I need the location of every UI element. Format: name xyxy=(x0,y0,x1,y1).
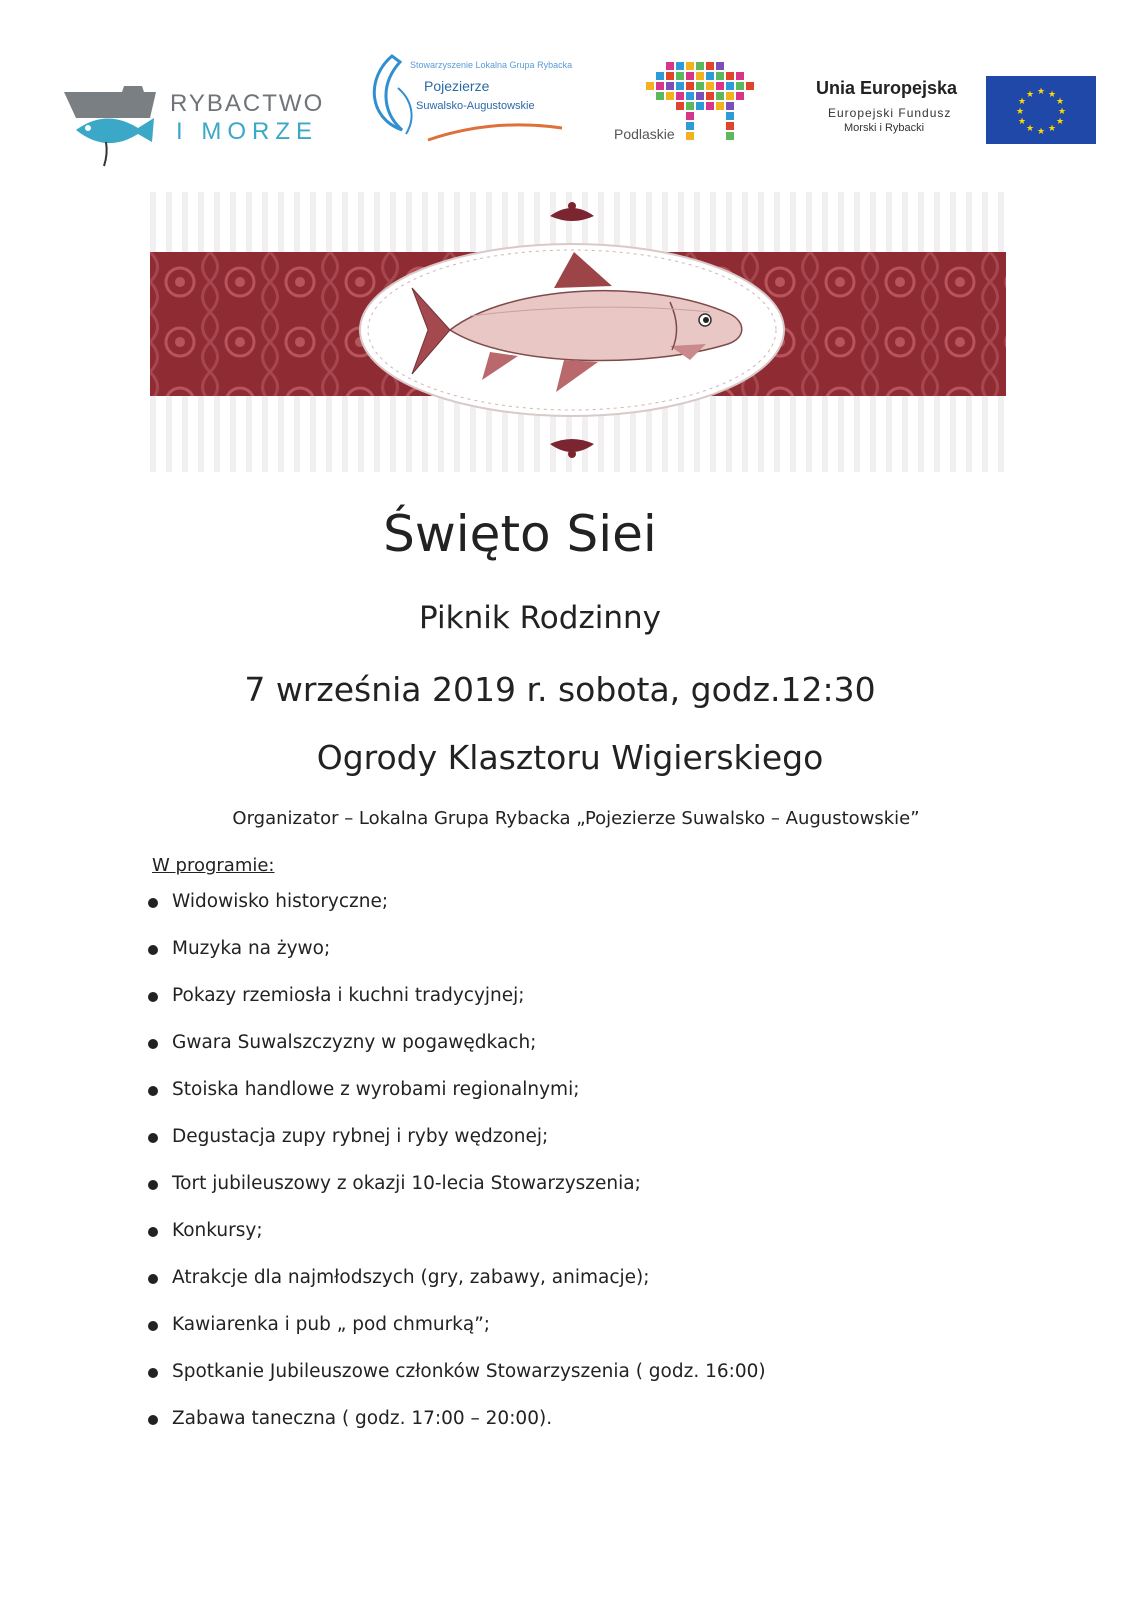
list-item xyxy=(148,1029,766,1076)
list-item xyxy=(148,1217,766,1264)
list-item xyxy=(148,1358,766,1405)
bullet-icon xyxy=(148,945,158,955)
svg-text:★: ★ xyxy=(1017,117,1027,127)
svg-text:★: ★ xyxy=(1055,97,1065,107)
eu-fund-line1: Europejski Fundusz xyxy=(828,106,952,120)
lgr-region: Suwalsko-Augustowskie xyxy=(416,100,535,112)
program-item-text: Gwara Suwalszczyzny w pogawędkach; xyxy=(172,1032,537,1053)
bullet-icon xyxy=(148,1180,158,1190)
lgr-name: Pojezierze xyxy=(424,78,490,94)
list-item xyxy=(148,888,766,935)
rybactwo-line2: I MORZE xyxy=(176,118,318,145)
bullet-icon xyxy=(148,992,158,1002)
eu-flag-icon xyxy=(986,76,1096,144)
podlaskie-label: Podlaskie xyxy=(614,126,675,142)
event-place: Ogrody Klasztoru Wigierskiego xyxy=(316,738,824,777)
list-item xyxy=(148,1311,766,1358)
rybactwo-wordmark xyxy=(170,90,324,146)
program-item-text: Pokazy rzemiosła i kuchni tradycyjnej; xyxy=(172,985,525,1006)
eu-title: Unia Europejska xyxy=(816,78,958,98)
bullet-icon xyxy=(148,1133,158,1143)
program-item-text: Spotkanie Jubileuszowe członków Stowarzyszenia ( godz. 16:00) xyxy=(172,1361,766,1382)
program-item-text: Konkursy; xyxy=(172,1220,263,1241)
program-heading: W programie: xyxy=(152,855,275,876)
list-item xyxy=(148,1405,766,1452)
rybactwo-i-morze-logo xyxy=(62,80,342,180)
svg-text:★: ★ xyxy=(1015,107,1025,117)
rybactwo-line1: RYBACTWO xyxy=(170,90,325,117)
program-item-text: Degustacja zupy rybnej i ryby wędzonej; xyxy=(172,1126,549,1147)
program-item-text: Widowisko historyczne; xyxy=(172,891,389,912)
svg-text:★: ★ xyxy=(1055,117,1065,127)
event-date: 7 września 2019 r. sobota, godz.12:30 xyxy=(244,670,876,709)
svg-text:★: ★ xyxy=(1025,90,1035,100)
list-item xyxy=(148,935,766,982)
list-item xyxy=(148,1076,766,1123)
svg-text:★: ★ xyxy=(1047,90,1057,100)
svg-text:★: ★ xyxy=(1047,124,1057,134)
event-title: Święto Siei xyxy=(383,505,657,563)
svg-text:★: ★ xyxy=(1057,107,1067,117)
eu-logo xyxy=(810,72,1090,152)
list-item xyxy=(148,982,766,1029)
svg-text:★: ★ xyxy=(1025,124,1035,134)
fish-boat-icon xyxy=(62,84,162,174)
bullet-icon xyxy=(148,1039,158,1049)
program-item-text: Atrakcje dla najmłodszych (gry, zabawy, animacje); xyxy=(172,1267,650,1288)
program-item-text: Tort jubileuszowy z okazji 10-lecia Stowarzyszenia; xyxy=(172,1173,641,1194)
eu-fund-line2: Morski i Rybacki xyxy=(844,122,925,134)
fish-banner-illustration xyxy=(150,192,1006,472)
svg-text:★: ★ xyxy=(1036,87,1046,97)
bullet-icon xyxy=(148,898,158,908)
bullet-icon xyxy=(148,1415,158,1425)
event-subtitle: Piknik Rodzinny xyxy=(419,600,661,636)
podlaskie-logo xyxy=(606,58,776,148)
program-list xyxy=(148,888,766,1452)
svg-text:★: ★ xyxy=(1036,127,1046,137)
bullet-icon xyxy=(148,1086,158,1096)
lgr-association-label: Stowarzyszenie Lokalna Grupa Rybacka xyxy=(410,60,573,70)
program-item-text: Muzyka na żywo; xyxy=(172,938,331,959)
program-item-text: Stoiska handlowe z wyrobami regionalnymi; xyxy=(172,1079,580,1100)
svg-text:★: ★ xyxy=(1017,97,1027,107)
event-organizer: Organizator – Lokalna Grupa Rybacka „Pojezierze Suwalsko – Augustowskie” xyxy=(232,808,920,829)
list-item xyxy=(148,1170,766,1217)
bullet-icon xyxy=(148,1321,158,1331)
program-item-text: Kawiarenka i pub „ pod chmurką”; xyxy=(172,1314,491,1335)
list-item xyxy=(148,1123,766,1170)
lgr-pojezierze-logo xyxy=(362,48,582,148)
list-item xyxy=(148,1264,766,1311)
bullet-icon xyxy=(148,1274,158,1284)
program-item-text: Zabawa taneczna ( godz. 17:00 – 20:00). xyxy=(172,1408,553,1429)
bullet-icon xyxy=(148,1368,158,1378)
bullet-icon xyxy=(148,1227,158,1237)
